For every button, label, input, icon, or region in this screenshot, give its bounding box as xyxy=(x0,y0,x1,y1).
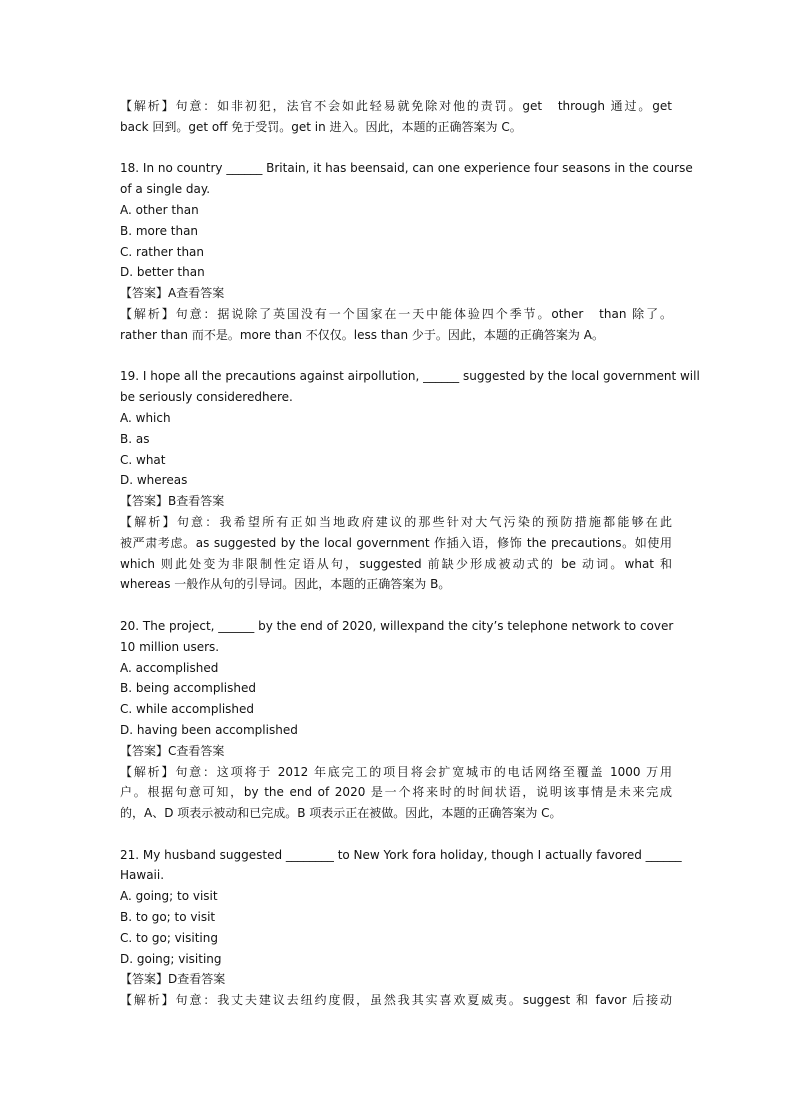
option-d: D. better than xyxy=(120,265,205,280)
analysis-line: which 则此处变为非限制性定语从句，suggested 前缺少形成被动式的 be 动词。what 和 xyxy=(120,556,672,571)
answer-line xyxy=(120,741,672,762)
answer-label: 【答案】C xyxy=(120,743,177,758)
option-b: B. to go; to visit xyxy=(120,910,216,925)
option-d: D. going; visiting xyxy=(120,951,222,966)
spacer xyxy=(120,824,672,845)
analysis-line: rather than 而不是。more than 不仅仅。less than 少于。因此，本题的正确答案为 A。 xyxy=(120,327,604,342)
question-21 xyxy=(120,845,682,1011)
view-answer-link[interactable]: 查看答案 xyxy=(176,494,225,509)
spacer xyxy=(120,346,672,367)
option-c: C. rather than xyxy=(120,244,205,259)
view-answer-link[interactable]: 查看答案 xyxy=(176,286,225,301)
intro-analysis-line-2: back 回到。get off 免于受罚。get in 进入。因此，本题的正确答案为 C。 xyxy=(120,119,522,134)
view-answer-link[interactable]: 查看答案 xyxy=(177,972,226,987)
option-d: D. whereas xyxy=(120,473,188,488)
option-a: A. which xyxy=(120,410,171,425)
answer-line xyxy=(120,283,672,304)
question-stem-line-1: 18. In no country ______ Britain, it has beensaid, can one experience four seasons in the course xyxy=(120,161,693,176)
answer-line xyxy=(120,491,672,512)
option-b: B. being accomplished xyxy=(120,681,256,696)
answer-label: 【答案】D xyxy=(120,972,178,987)
option-c: C. to go; visiting xyxy=(120,930,218,945)
analysis-line: 的，A、D 项表示被动和已完成。B 项表示正在被做。因此，本题的正确答案为 C。 xyxy=(120,806,562,821)
analysis-line: 户。根据句意可知，by the end of 2020 是一个将来时的时间状语，说明该事情是未来完成 xyxy=(120,785,672,800)
option-c: C. while accomplished xyxy=(120,702,255,717)
question-stem-line-2: 10 million users. xyxy=(120,639,220,654)
analysis-line: 【解析】句意：我丈夫建议去纽约度假，虽然我其实喜欢夏威夷。suggest 和 favor 后接动 xyxy=(120,993,672,1008)
question-stem-line-1: 20. The project, ______ by the end of 2020, willexpand the city’s telephone network to cover xyxy=(120,618,674,633)
analysis-line: 【解析】句意：我希望所有正如当地政府建议的那些针对大气污染的预防措施都能够在此 xyxy=(120,514,672,529)
analysis-line: 【解析】句意：这项将于 2012 年底完工的项目将会扩宽城市的电话网络至覆盖 1000 万用 xyxy=(120,764,672,779)
question-18 xyxy=(120,158,693,345)
view-answer-link[interactable]: 查看答案 xyxy=(176,743,225,758)
intro-analysis-line-1: 【解析】句意：如非初犯，法官不会如此轻易就免除对他的责罚。get through 通过。get xyxy=(120,99,672,113)
analysis-line: 【解析】句意：据说除了英国没有一个国家在一天中能体验四个季节。other than 除了。 xyxy=(120,306,672,321)
question-stem-line-2: be seriously consideredhere. xyxy=(120,390,293,405)
question-stem-line-2: of a single day. xyxy=(120,182,211,197)
option-b: B. as xyxy=(120,431,150,446)
question-20 xyxy=(120,616,672,824)
spacer xyxy=(120,138,672,159)
answer-line xyxy=(120,969,672,990)
option-a: A. accomplished xyxy=(120,660,219,675)
option-b: B. more than xyxy=(120,223,199,238)
option-a: A. going; to visit xyxy=(120,889,218,904)
question-stem-line-1: 21. My husband suggested ________ to New York fora holiday, though I actually favored ______ xyxy=(120,847,682,862)
document-page xyxy=(120,96,700,1011)
option-c: C. what xyxy=(120,452,166,467)
answer-label: 【答案】B xyxy=(120,494,177,509)
question-stem-line-2: Hawaii. xyxy=(120,868,165,883)
analysis-line: whereas 一般作从句的引导词。因此，本题的正确答案为 B。 xyxy=(120,577,451,592)
question-stem-line-1: 19. I hope all the precautions against airpollution, ______ suggested by the local government will xyxy=(120,369,700,384)
answer-label: 【答案】A xyxy=(120,286,177,301)
question-19 xyxy=(120,366,700,595)
option-a: A. other than xyxy=(120,202,199,217)
option-d: D. having been accomplished xyxy=(120,722,298,737)
spacer xyxy=(120,595,672,616)
analysis-line: 被严肃考虑。as suggested by the local government 作插入语，修饰 the precautions。如使用 xyxy=(120,535,672,550)
